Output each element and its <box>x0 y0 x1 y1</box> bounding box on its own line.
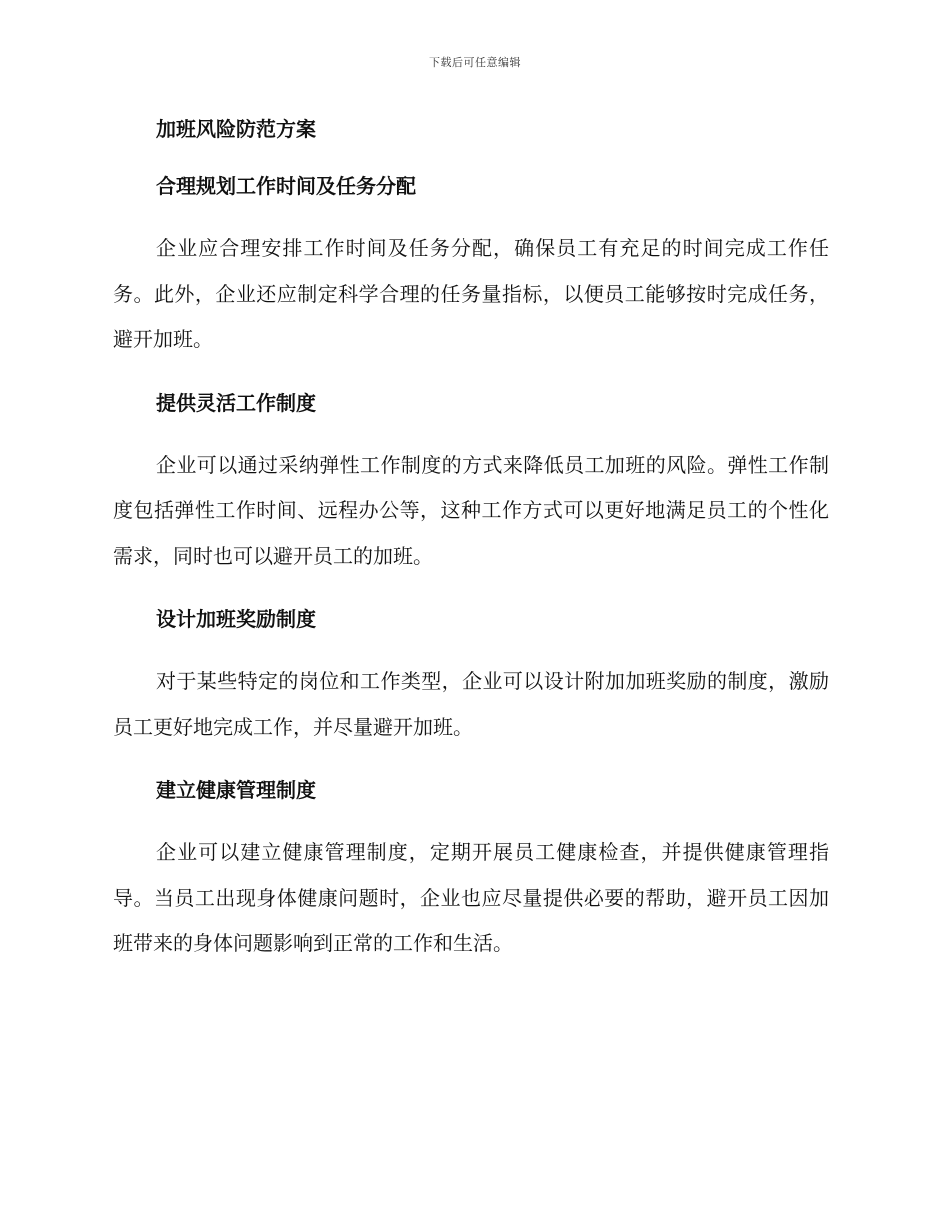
section-heading: 设计加班奖励制度 <box>156 607 316 631</box>
section-paragraph: 企业应合理安排工作时间及任务分配，确保员工有充足的时间完成工作任务。此外，企业还应制定科学合理的任务量指标，以便员工能够按时完成任务，避开加班。 <box>113 236 829 351</box>
page-header-note: 下载后可任意编辑 <box>429 56 521 69</box>
section-heading: 提供灵活工作制度 <box>156 390 316 415</box>
section-paragraph: 对于某些特定的岗位和工作类型，企业可以设计附加加班奖励的制度，激励员工更好地完成工作，并尽量避开加班。 <box>113 669 829 739</box>
section-overtime-rewards <box>113 602 829 750</box>
document-body <box>113 112 829 990</box>
section-heading: 建立健康管理制度 <box>156 778 316 802</box>
section-flexible-work <box>113 386 829 580</box>
section-paragraph: 企业可以通过采纳弹性工作制度的方式来降低员工加班的风险。弹性工作制度包括弹性工作时间、远程办公等，这种工作方式可以更好地满足员工的个性化需求，同时也可以避开员工的加班。 <box>113 452 829 568</box>
section-paragraph: 企业可以建立健康管理制度，定期开展员工健康检查，并提供健康管理指导。当员工出现身体健康问题时，企业也应尽量提供必要的帮助，避开员工因加班带来的身体问题影响到正常的工作和生活。 <box>113 840 829 955</box>
section-work-planning <box>113 169 829 363</box>
section-health-management <box>113 773 829 967</box>
document-title: 加班风险防范方案 <box>156 117 316 141</box>
section-heading: 合理规划工作时间及任务分配 <box>156 174 416 198</box>
